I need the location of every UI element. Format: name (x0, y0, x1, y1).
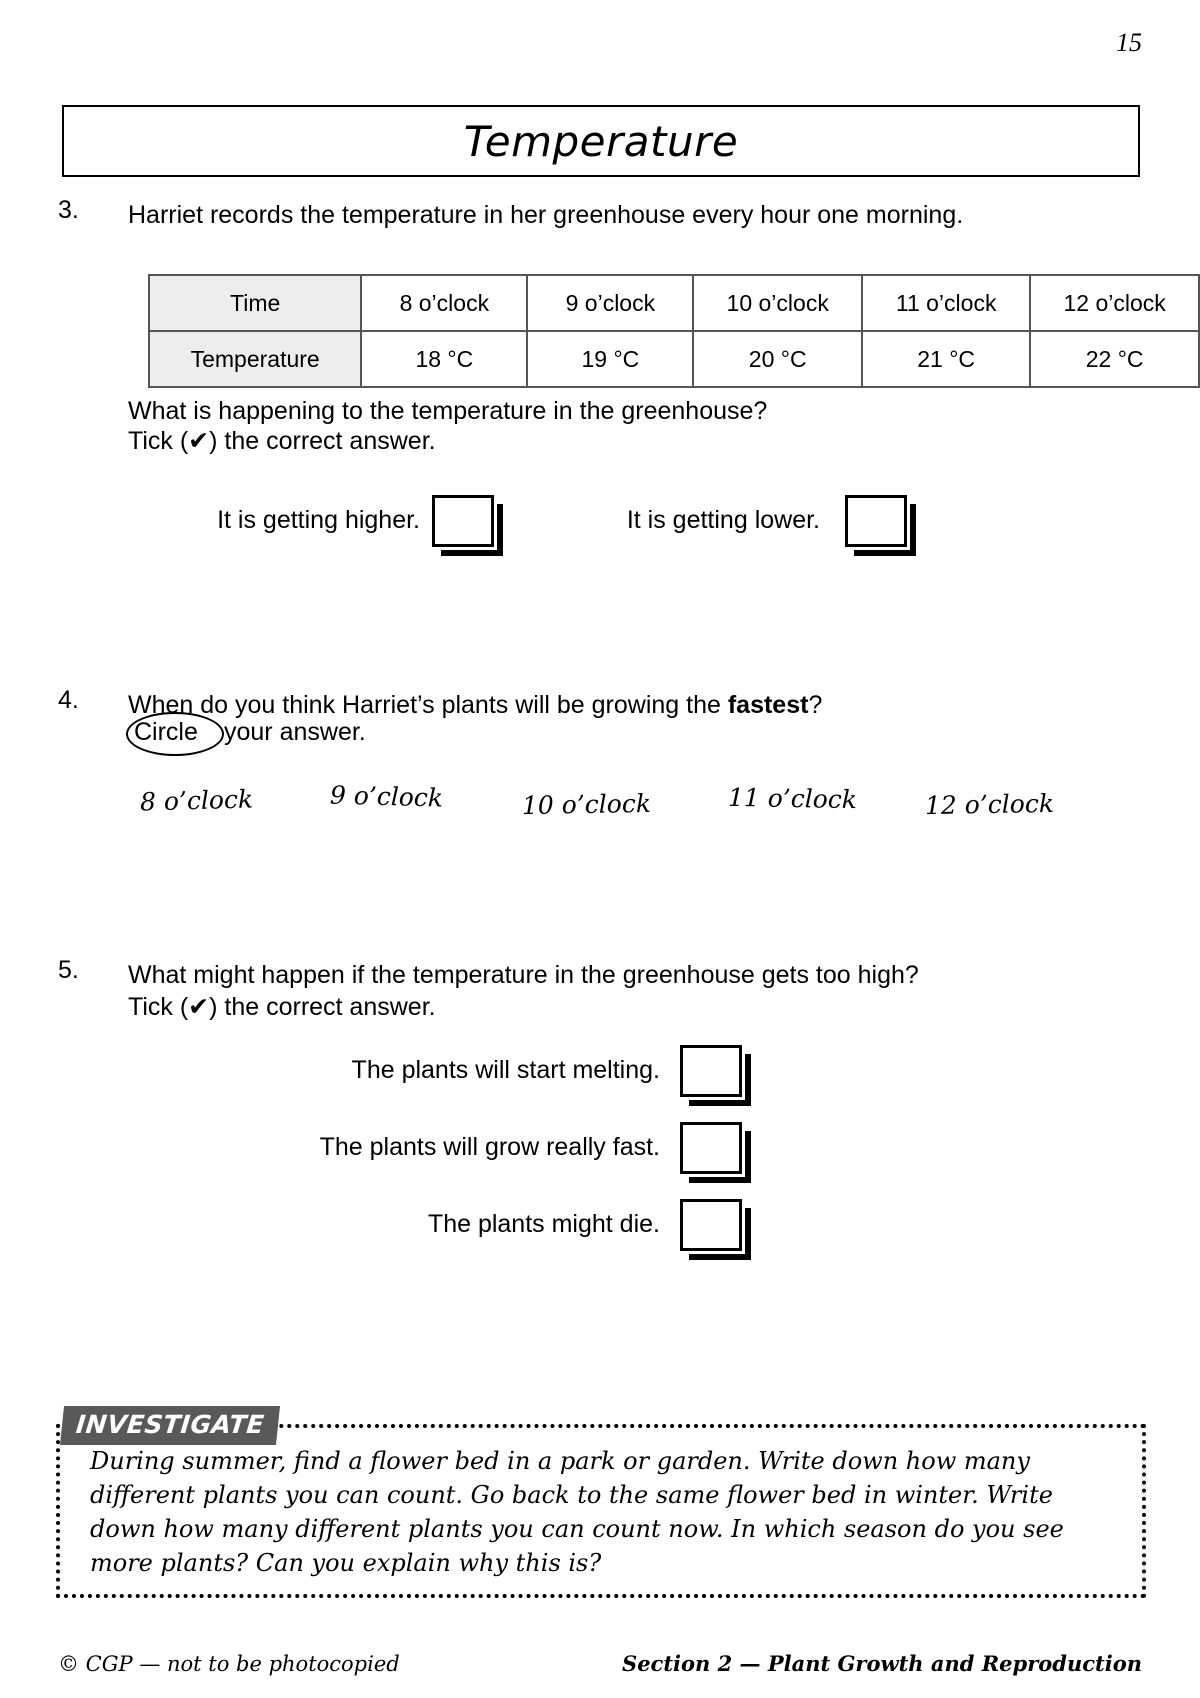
question-5-option-2-label: The plants will grow really fast. (319, 1133, 660, 1161)
page-title-box (62, 105, 1140, 177)
question-4-answer-option-2[interactable]: 9 o’clock (329, 780, 444, 813)
question-3-option-1-checkbox[interactable] (432, 495, 494, 547)
table-cell-time-5: 12 o’clock (1030, 275, 1199, 331)
question-5-option-3-label: The plants might die. (427, 1210, 660, 1238)
question-4-answer-option-5[interactable]: 12 o’clock (924, 788, 1055, 821)
question-5-subprompt: Tick (✔) the correct answer. (128, 993, 436, 1021)
question-4-prompt-part1: When do you think Harriet’s plants will be growing the (128, 691, 728, 719)
table-cell-time-1: 8 o’clock (361, 275, 527, 331)
question-4-circle-instruction-rest: your answer. (224, 718, 366, 746)
question-4-answer-option-4[interactable]: 11 o’clock (727, 782, 858, 815)
temperature-table (148, 274, 1200, 388)
question-3-subprompt-line1: What is happening to the temperature in the greenhouse? (128, 397, 768, 425)
question-5-option-2-checkbox[interactable] (680, 1122, 742, 1174)
table-cell-temp-4: 21 °C (862, 331, 1030, 387)
question-4-number: 4. (58, 686, 79, 714)
investigate-section (56, 1406, 1146, 1598)
table-cell-time-3: 10 o’clock (693, 275, 862, 331)
table-row-header-time: Time (149, 275, 361, 331)
table-row (149, 275, 1199, 331)
question-3-subprompt-line2: Tick (✔) the correct answer. (128, 427, 436, 455)
question-5-option-3-checkbox[interactable] (680, 1199, 742, 1251)
question-4-prompt-emphasis: fastest (727, 691, 809, 719)
page-number: 15 (1116, 28, 1142, 57)
table-row (149, 331, 1199, 387)
table-cell-temp-1: 18 °C (361, 331, 527, 387)
question-3-option-1-label: It is getting higher. (217, 506, 420, 534)
footer-copyright: © CGP — not to be photocopied (58, 1652, 400, 1676)
question-3-prompt: Harriet records the temperature in her greenhouse every hour one morning. (128, 201, 964, 229)
question-4-circle-instruction-word: Circle (134, 718, 198, 746)
table-cell-temp-2: 19 °C (527, 331, 693, 387)
investigate-badge: INVESTIGATE (60, 1406, 280, 1445)
page-title: Temperature (463, 116, 739, 166)
question-3-option-2-checkbox[interactable] (845, 495, 907, 547)
question-4-answer-option-1[interactable]: 8 o’clock (139, 784, 254, 817)
question-5-prompt: What might happen if the temperature in the greenhouse gets too high? (128, 961, 919, 989)
footer-section: Section 2 — Plant Growth and Reproduction (622, 1651, 1142, 1676)
question-4-prompt-part2: ? (808, 691, 823, 719)
table-cell-time-2: 9 o’clock (527, 275, 693, 331)
table-cell-temp-5: 22 °C (1030, 331, 1199, 387)
question-5-number: 5. (58, 956, 79, 984)
question-3-number: 3. (58, 196, 79, 224)
question-5-option-1-checkbox[interactable] (680, 1045, 742, 1097)
table-row-header-temperature: Temperature (149, 331, 361, 387)
investigate-text: During summer, find a flower bed in a park or garden. Write down how many different plants you can count. Go back to the same flower bed in winter. Write down how many different plants you can count now. In which season do you see more plants? Can you explain why this is? (90, 1447, 1064, 1577)
question-4-answer-option-3[interactable]: 10 o’clock (521, 788, 652, 821)
table-cell-time-4: 11 o’clock (862, 275, 1030, 331)
table-cell-temp-3: 20 °C (693, 331, 862, 387)
question-5-option-1-label: The plants will start melting. (351, 1056, 660, 1084)
question-3-option-2-label: It is getting lower. (626, 506, 820, 534)
